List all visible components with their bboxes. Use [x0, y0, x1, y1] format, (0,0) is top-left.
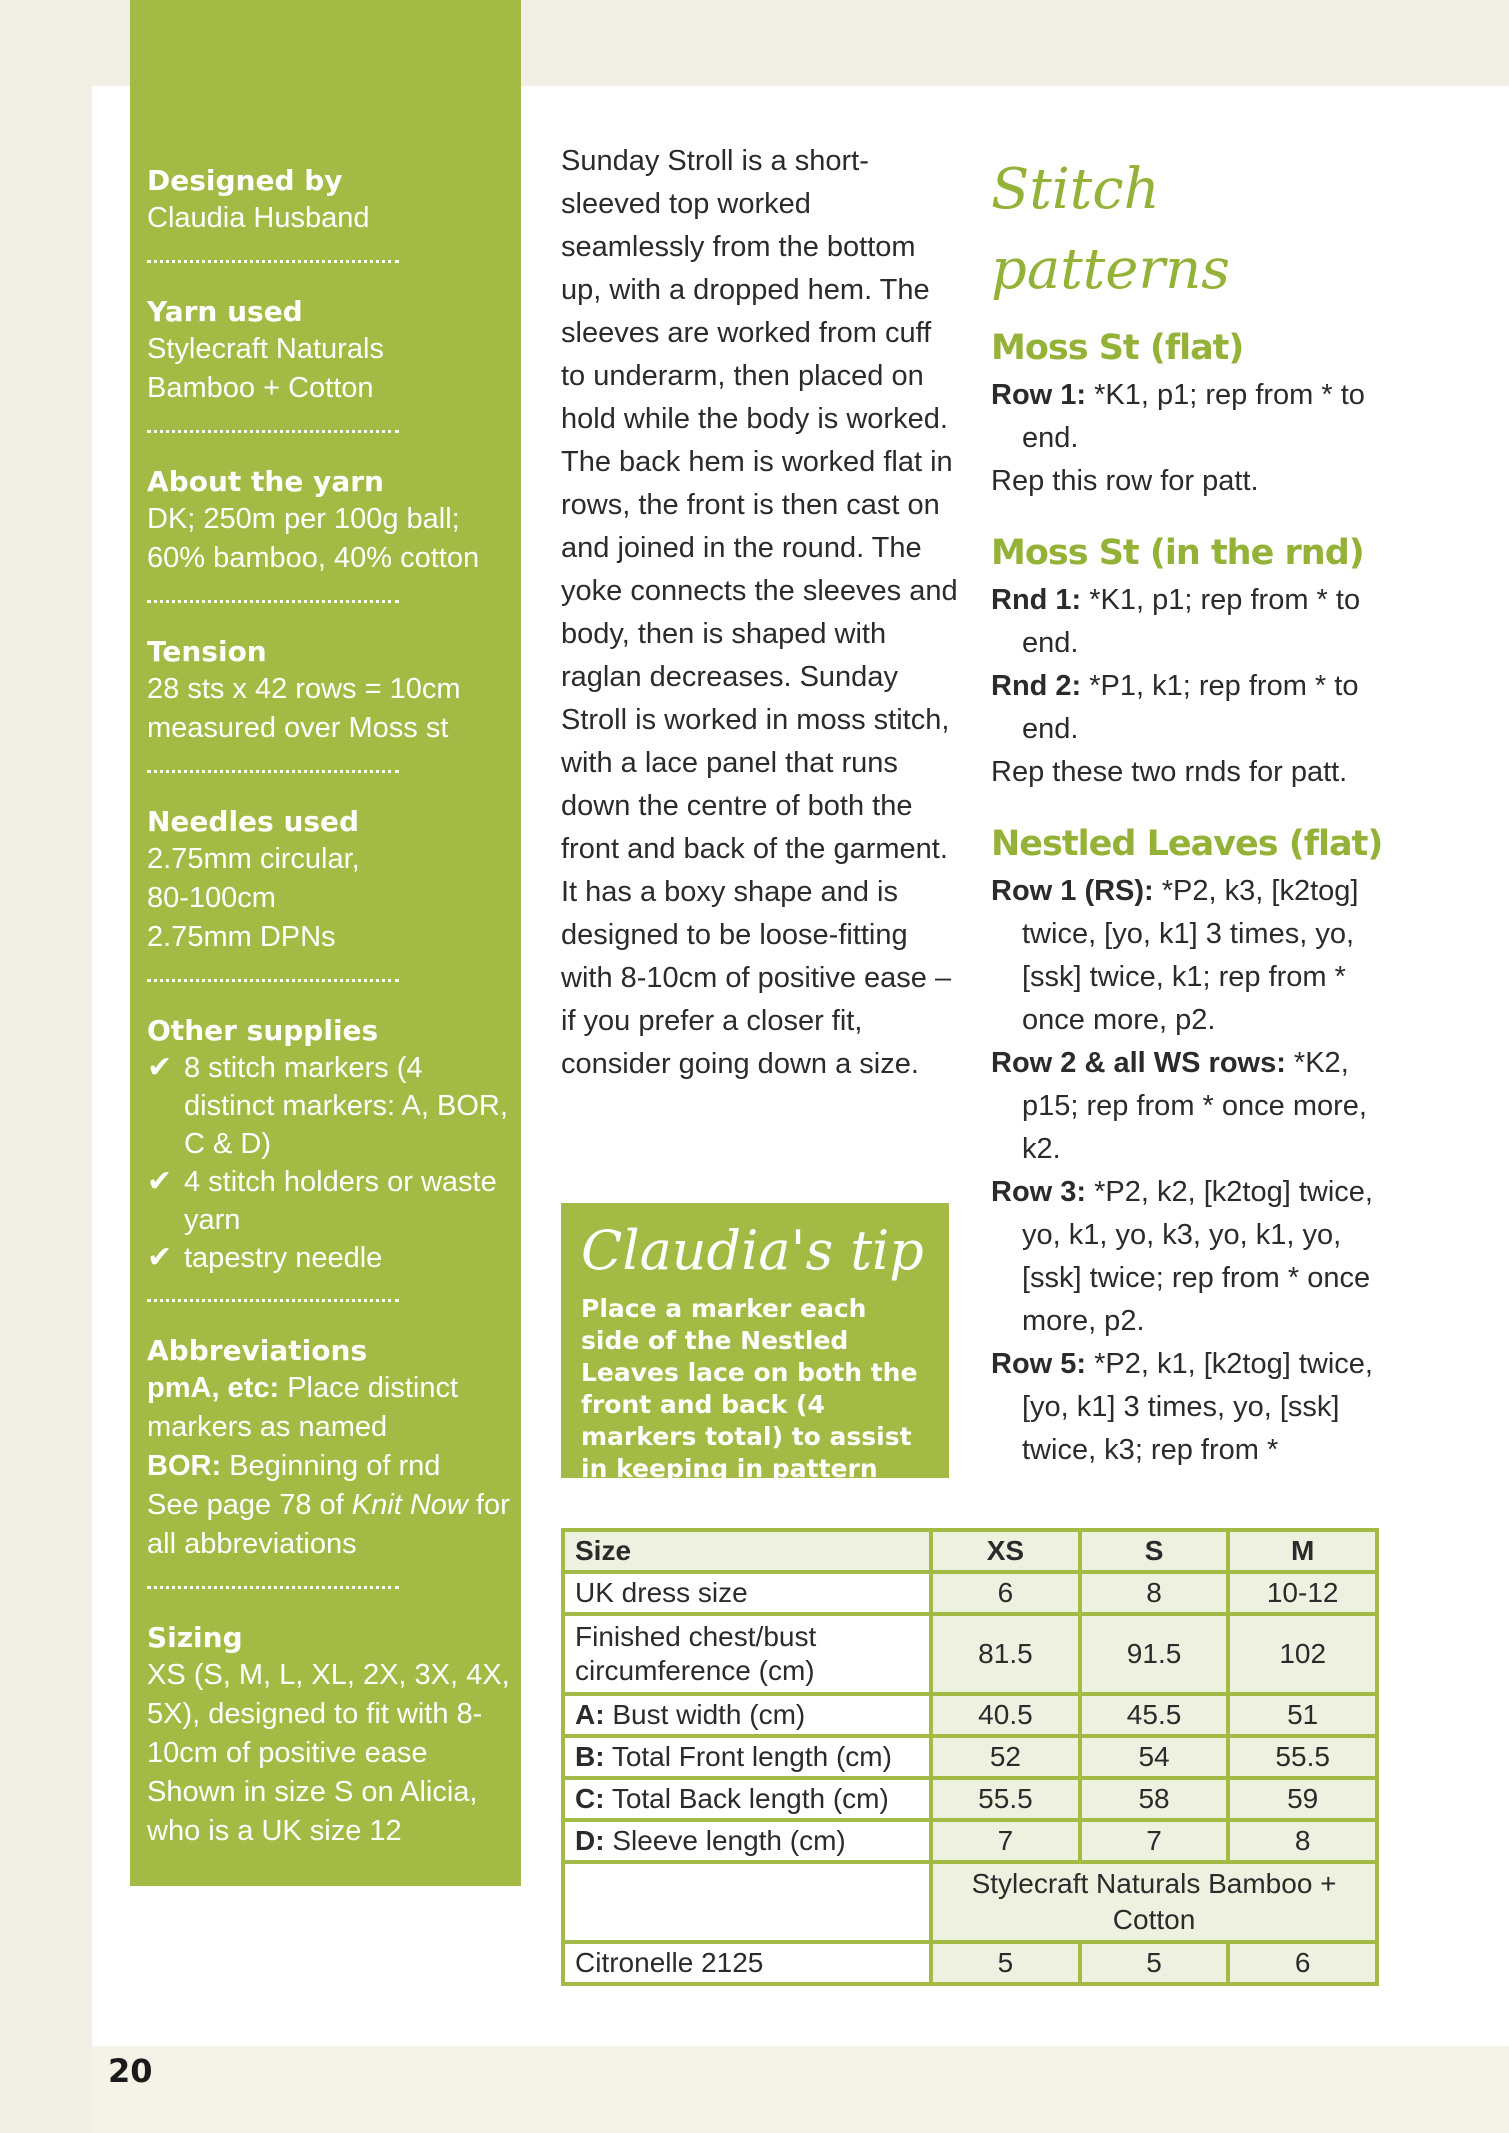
table-row	[563, 1820, 1377, 1862]
table-cell: 91.5	[1080, 1614, 1229, 1694]
table-cell: 52	[931, 1736, 1080, 1778]
supply-text: 4 stitch holders or waste yarn	[184, 1166, 497, 1236]
table-cell: 6	[931, 1572, 1080, 1614]
pattern-row	[991, 665, 1391, 751]
supply-item	[147, 1163, 511, 1239]
tension-line: measured over Moss st	[147, 712, 449, 744]
row-text: *P1, k1; rep from * to end.	[1022, 670, 1359, 745]
table-cell: 7	[931, 1820, 1080, 1862]
abbreviation-entry	[147, 1447, 511, 1486]
divider	[147, 260, 399, 263]
pattern-repeat: Rep this row for patt.	[991, 465, 1259, 497]
about-yarn-line: 60% bamboo, 40% cotton	[147, 542, 480, 574]
supplies-heading: Other supplies	[147, 1014, 379, 1047]
abbreviation-definition: Beginning of rnd	[221, 1450, 441, 1482]
sizing-text: XS (S, M, L, XL, 2X, 3X, 4X, 5X), designed to fit with 8-10cm of positive ease Shown in size S on Alicia, who is a UK size 12	[147, 1659, 510, 1847]
row-text: *P2, k1, [k2tog] twice, [yo, k1] 3 times, yo, [ssk] twice, k3; rep from *	[1022, 1348, 1373, 1466]
row-label: Row 5:	[991, 1348, 1087, 1380]
divider	[147, 979, 399, 982]
table-cell: 5	[931, 1942, 1080, 1984]
sizing-heading: Sizing	[147, 1621, 243, 1654]
pattern-row	[991, 870, 1391, 1042]
abbreviation-reference	[147, 1486, 511, 1564]
checkmark-icon: ✔	[147, 1241, 173, 1274]
abbreviation-term: BOR:	[147, 1450, 222, 1482]
pattern-row	[991, 1042, 1391, 1171]
needles-heading: Needles used	[147, 805, 360, 838]
moss-rnd-pattern	[991, 533, 1391, 794]
row-label: Rnd 2:	[991, 670, 1082, 702]
table-cell: 8	[1228, 1820, 1377, 1862]
table-cell: 7	[1080, 1820, 1229, 1862]
magazine-title: Knit Now	[351, 1489, 468, 1521]
abbreviations-heading: Abbreviations	[147, 1334, 368, 1367]
needles-line: 2.75mm circular,	[147, 843, 360, 875]
row-text: *K1, p1; rep from * to end.	[1022, 379, 1365, 454]
table-row	[563, 1736, 1377, 1778]
yarn-line: Stylecraft Naturals	[147, 333, 384, 365]
pattern-heading: Moss St (in the rnd)	[991, 533, 1364, 573]
checkmark-icon: ✔	[147, 1165, 173, 1198]
tip-text: Place a marker each side of the Nestled Leaves lace on both the front and back (4 markers total) to assist in keeping in pattern	[581, 1294, 918, 1483]
row-label: Row 3:	[991, 1176, 1087, 1208]
table-row	[563, 1778, 1377, 1820]
footer-strip	[92, 2046, 1509, 2133]
nestled-leaves-pattern	[991, 824, 1391, 1472]
supplies-section	[147, 1014, 511, 1302]
checkmark-icon: ✔	[147, 1051, 173, 1084]
about-yarn-heading: About the yarn	[147, 465, 384, 498]
sizing-section	[147, 1621, 511, 1851]
table-header-cell: Size	[563, 1530, 931, 1572]
row-text: *P2, k3, [k2tog] twice, [yo, k1] 3 times, yo, [ssk] twice, k1; rep from * once more, p2.	[1022, 875, 1359, 1036]
table-cell: 54	[1080, 1736, 1229, 1778]
table-header-cell: M	[1228, 1530, 1377, 1572]
abbreviations-section	[147, 1334, 511, 1589]
row-label: Row 2 & all WS rows:	[991, 1047, 1286, 1079]
pattern-row	[991, 579, 1391, 665]
tension-line: 28 sts x 42 rows = 10cm	[147, 673, 461, 705]
table-header-cell: S	[1080, 1530, 1229, 1572]
designer-heading: Designed by	[147, 164, 343, 197]
table-header-cell: XS	[931, 1530, 1080, 1572]
needles-line: 80-100cm	[147, 882, 276, 914]
table-cell: 81.5	[931, 1614, 1080, 1694]
table-row	[563, 1694, 1377, 1736]
reference-text: See page 78 of	[147, 1489, 352, 1521]
designer-section	[147, 164, 511, 263]
info-sidebar	[130, 0, 521, 1886]
supply-item	[147, 1239, 511, 1277]
table-row-label: Finished chest/bust circumference (cm)	[563, 1614, 931, 1694]
pattern-row	[991, 1343, 1391, 1472]
tension-heading: Tension	[147, 635, 267, 668]
abbreviation-entry	[147, 1369, 511, 1447]
size-table	[561, 1528, 1379, 1986]
divider	[147, 770, 399, 773]
pattern-heading: Moss St (flat)	[991, 328, 1244, 368]
row-text: *P2, k2, [k2tog] twice, yo, k1, yo, k3, yo, k1, yo, [ssk] twice; rep from * once more, p2.	[1022, 1176, 1373, 1337]
divider	[147, 600, 399, 603]
tip-box	[561, 1203, 949, 1483]
table-cell: 55.5	[931, 1778, 1080, 1820]
supply-item	[147, 1049, 511, 1163]
table-header-row	[563, 1530, 1377, 1572]
yarn-line: Bamboo + Cotton	[147, 372, 374, 404]
table-cell: 40.5	[931, 1694, 1080, 1736]
table-cell: 8	[1080, 1572, 1229, 1614]
row-label: Rnd 1:	[991, 584, 1082, 616]
table-row-label	[563, 1694, 931, 1736]
about-yarn-line: DK; 250m per 100g ball;	[147, 503, 460, 535]
tension-section	[147, 635, 511, 773]
table-cell: 58	[1080, 1778, 1229, 1820]
measurement-key: C:	[575, 1783, 605, 1814]
divider	[147, 1586, 399, 1589]
stitch-patterns-column	[991, 150, 1391, 1502]
abbreviation-definition: Place distinct markers as named	[147, 1372, 459, 1443]
table-cell: 51	[1228, 1694, 1377, 1736]
needles-section	[147, 805, 511, 982]
table-row	[563, 1862, 1377, 1942]
moss-flat-pattern	[991, 328, 1391, 503]
table-cell: 102	[1228, 1614, 1377, 1694]
table-row	[563, 1942, 1377, 1984]
row-text: *K1, p1; rep from * to end.	[1022, 584, 1361, 659]
intro-paragraph: Sunday Stroll is a short-sleeved top worked seamlessly from the bottom up, with a dropped hem. The sleeves are worked from cuff to underarm, then placed on hold while the body is worked. The back hem is worked flat in rows, the front is then cast on and joined in the round. The yoke connects the sleeves and body, then is shaped with raglan decreases. Sunday Stroll is worked in moss stitch, with a lace panel that runs down the centre of both the front and back of the garment. It has a boxy shape and is designed to be loose-fitting with 8-10cm of positive ease – if you prefer a closer fit, consider going down a size.	[561, 145, 958, 1080]
designer-name: Claudia Husband	[147, 202, 370, 234]
yarn-heading: Yarn used	[147, 295, 303, 328]
reference-text: for all abbreviations	[147, 1489, 510, 1560]
measurement-key: A:	[575, 1699, 605, 1730]
divider	[147, 1299, 399, 1302]
pattern-row	[991, 1171, 1391, 1343]
table-row-label: UK dress size	[563, 1572, 931, 1614]
table-cell: 59	[1228, 1778, 1377, 1820]
yarn-name-cell: Stylecraft Naturals Bamboo + Cotton	[931, 1862, 1377, 1942]
table-row-label	[563, 1778, 931, 1820]
measurement-label: Total Back length (cm)	[604, 1783, 889, 1814]
row-label: Row 1:	[991, 379, 1087, 411]
row-text: *K2, p15; rep from * once more, k2.	[1022, 1047, 1367, 1165]
measurement-label: Sleeve length (cm)	[604, 1825, 846, 1856]
pattern-heading: Nestled Leaves (flat)	[991, 824, 1383, 864]
abbreviation-term: pmA, etc:	[147, 1372, 280, 1404]
measurement-key: D:	[575, 1825, 605, 1856]
table-row	[563, 1572, 1377, 1614]
table-row	[563, 1614, 1377, 1694]
table-cell: 10-12	[1228, 1572, 1377, 1614]
pattern-repeat: Rep these two rnds for patt.	[991, 756, 1348, 788]
about-yarn-section	[147, 465, 511, 603]
yarn-section	[147, 295, 511, 433]
page-number: 20	[108, 2052, 153, 2090]
supply-text: tapestry needle	[184, 1242, 383, 1274]
measurement-key: B:	[575, 1741, 605, 1772]
measurement-label: Total Front length (cm)	[604, 1741, 892, 1772]
stitch-patterns-title: Stitch patterns	[991, 157, 1230, 302]
table-cell: 45.5	[1080, 1694, 1229, 1736]
table-cell: 55.5	[1228, 1736, 1377, 1778]
table-row-label	[563, 1820, 931, 1862]
table-row-label-empty	[563, 1862, 931, 1942]
pattern-row	[991, 374, 1391, 460]
table-cell: 6	[1228, 1942, 1377, 1984]
row-label: Row 1 (RS):	[991, 875, 1154, 907]
tip-title: Claudia's tip	[581, 1219, 924, 1282]
table-row-label: Citronelle 2125	[563, 1942, 931, 1984]
needles-line: 2.75mm DPNs	[147, 921, 336, 953]
measurement-label: Bust width (cm)	[604, 1699, 806, 1730]
supply-text: 8 stitch markers (4 distinct markers: A, BOR, C & D)	[184, 1052, 508, 1160]
table-cell: 5	[1080, 1942, 1229, 1984]
divider	[147, 430, 399, 433]
table-row-label	[563, 1736, 931, 1778]
